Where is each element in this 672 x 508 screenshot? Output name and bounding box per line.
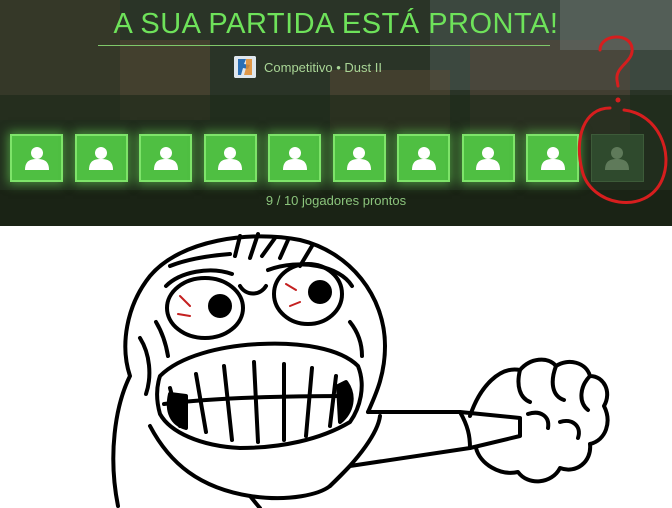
page-title: A SUA PARTIDA ESTÁ PRONTA! <box>113 8 559 40</box>
player-slots <box>10 134 644 182</box>
player-icon <box>282 146 308 170</box>
player-icon <box>411 146 437 170</box>
player-icon <box>88 146 114 170</box>
player-icon <box>217 146 243 170</box>
player-icon <box>346 146 372 170</box>
player-slot-ready <box>204 134 257 182</box>
game-mode-label: Competitivo • Dust II <box>264 59 382 75</box>
player-slot-ready <box>397 134 450 182</box>
player-icon <box>24 146 50 170</box>
player-icon <box>540 146 566 170</box>
title-underline <box>98 45 550 46</box>
player-slot-ready <box>139 134 192 182</box>
player-icon <box>475 146 501 170</box>
counter-terrorist-icon <box>234 56 256 78</box>
player-slot-ready <box>268 134 321 182</box>
game-mode-info <box>234 56 382 78</box>
player-slot-ready <box>333 134 386 182</box>
ready-status-text: 9 / 10 jogadores prontos <box>265 193 407 208</box>
match-ready-panel <box>0 0 672 226</box>
player-slot-ready <box>462 134 515 182</box>
question-mark-annotation <box>570 30 670 216</box>
rage-face-drawing <box>0 226 672 508</box>
player-slot-ready <box>75 134 128 182</box>
player-icon <box>153 146 179 170</box>
player-slot-ready <box>10 134 63 182</box>
